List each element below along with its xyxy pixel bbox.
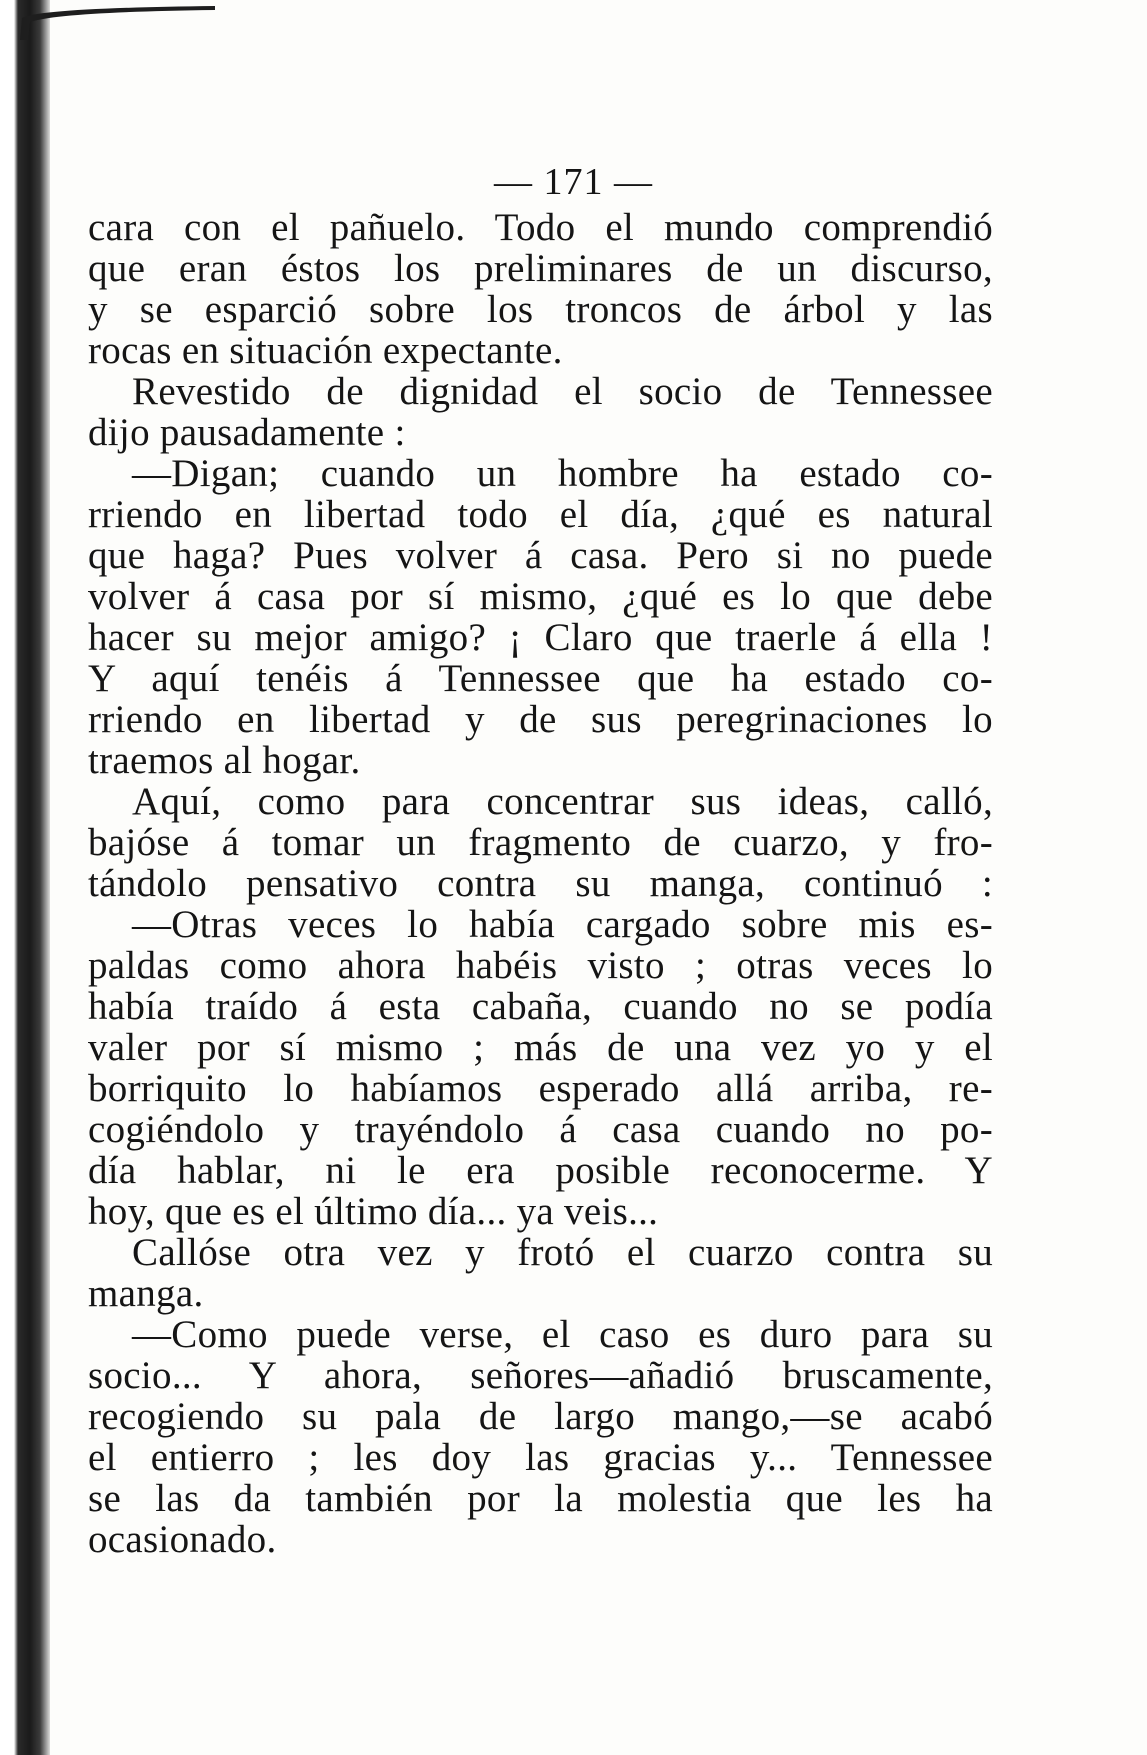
text-line: cogiéndolo y trayéndolo á casa cuando no po- bbox=[88, 1108, 993, 1151]
text-line: —Otras veces lo había cargado sobre mis es- bbox=[132, 903, 993, 946]
text-line: ocasionado. bbox=[88, 1518, 277, 1561]
text-line: día hablar, ni le era posible reconocerme. Y bbox=[88, 1149, 993, 1192]
text-line: Aquí, como para concentrar sus ideas, calló, bbox=[132, 780, 993, 823]
text-line: que haga? Pues volver á casa. Pero si no puede bbox=[88, 534, 993, 577]
page-number: — 171 — bbox=[494, 161, 653, 203]
text-line: hoy, que es el último día... ya veis... bbox=[88, 1190, 659, 1233]
text-line: rriendo en libertad todo el día, ¿qué es natural bbox=[88, 493, 993, 536]
text-line: dijo pausadamente : bbox=[88, 411, 406, 454]
binding-shadow bbox=[0, 0, 50, 1755]
text-line: borriquito lo habíamos esperado allá arriba, re- bbox=[88, 1067, 993, 1110]
text-line: paldas como ahora habéis visto ; otras veces lo bbox=[88, 944, 993, 987]
text-line: recogiendo su pala de largo mango,—se acabó bbox=[88, 1395, 993, 1438]
text-line: y se esparció sobre los troncos de árbol y las bbox=[88, 288, 993, 331]
text-line: —Digan; cuando un hombre ha estado co- bbox=[132, 452, 993, 495]
text-line: traemos al hogar. bbox=[88, 739, 361, 782]
text-line: Y aquí tenéis á Tennessee que ha estado co- bbox=[88, 657, 993, 700]
text-line: —Como puede verse, el caso es duro para su bbox=[132, 1313, 993, 1356]
text-line: bajóse á tomar un fragmento de cuarzo, y fro- bbox=[88, 821, 993, 864]
text-line: había traído á esta cabaña, cuando no se podía bbox=[88, 985, 993, 1028]
text-line: se las da también por la molestia que les ha bbox=[88, 1477, 993, 1520]
text-line: volver á casa por sí mismo, ¿qué es lo que debe bbox=[88, 575, 993, 618]
text-line: socio... Y ahora, señores—añadió bruscamente, bbox=[88, 1354, 993, 1397]
text-line: Revestido de dignidad el socio de Tennessee bbox=[132, 370, 993, 413]
text-line: rocas en situación expectante. bbox=[88, 329, 563, 372]
text-line: manga. bbox=[88, 1272, 204, 1315]
text-line: hacer su mejor amigo? ¡ Claro que traerle á ella ! bbox=[88, 616, 993, 659]
binding-corner-mark bbox=[0, 0, 215, 40]
text-line: el entierro ; les doy las gracias y... Tennessee bbox=[88, 1436, 993, 1479]
text-line: cara con el pañuelo. Todo el mundo comprendió bbox=[88, 206, 993, 249]
text-line: valer por sí mismo ; más de una vez yo y el bbox=[88, 1026, 993, 1069]
text-line: rriendo en libertad y de sus peregrinaciones lo bbox=[88, 698, 993, 741]
text-line: Callóse otra vez y frotó el cuarzo contra su bbox=[132, 1231, 993, 1274]
text-line: que eran éstos los preliminares de un discurso, bbox=[88, 247, 993, 290]
text-line: tándolo pensativo contra su manga, continuó : bbox=[88, 862, 993, 905]
body-text bbox=[88, 207, 993, 1560]
